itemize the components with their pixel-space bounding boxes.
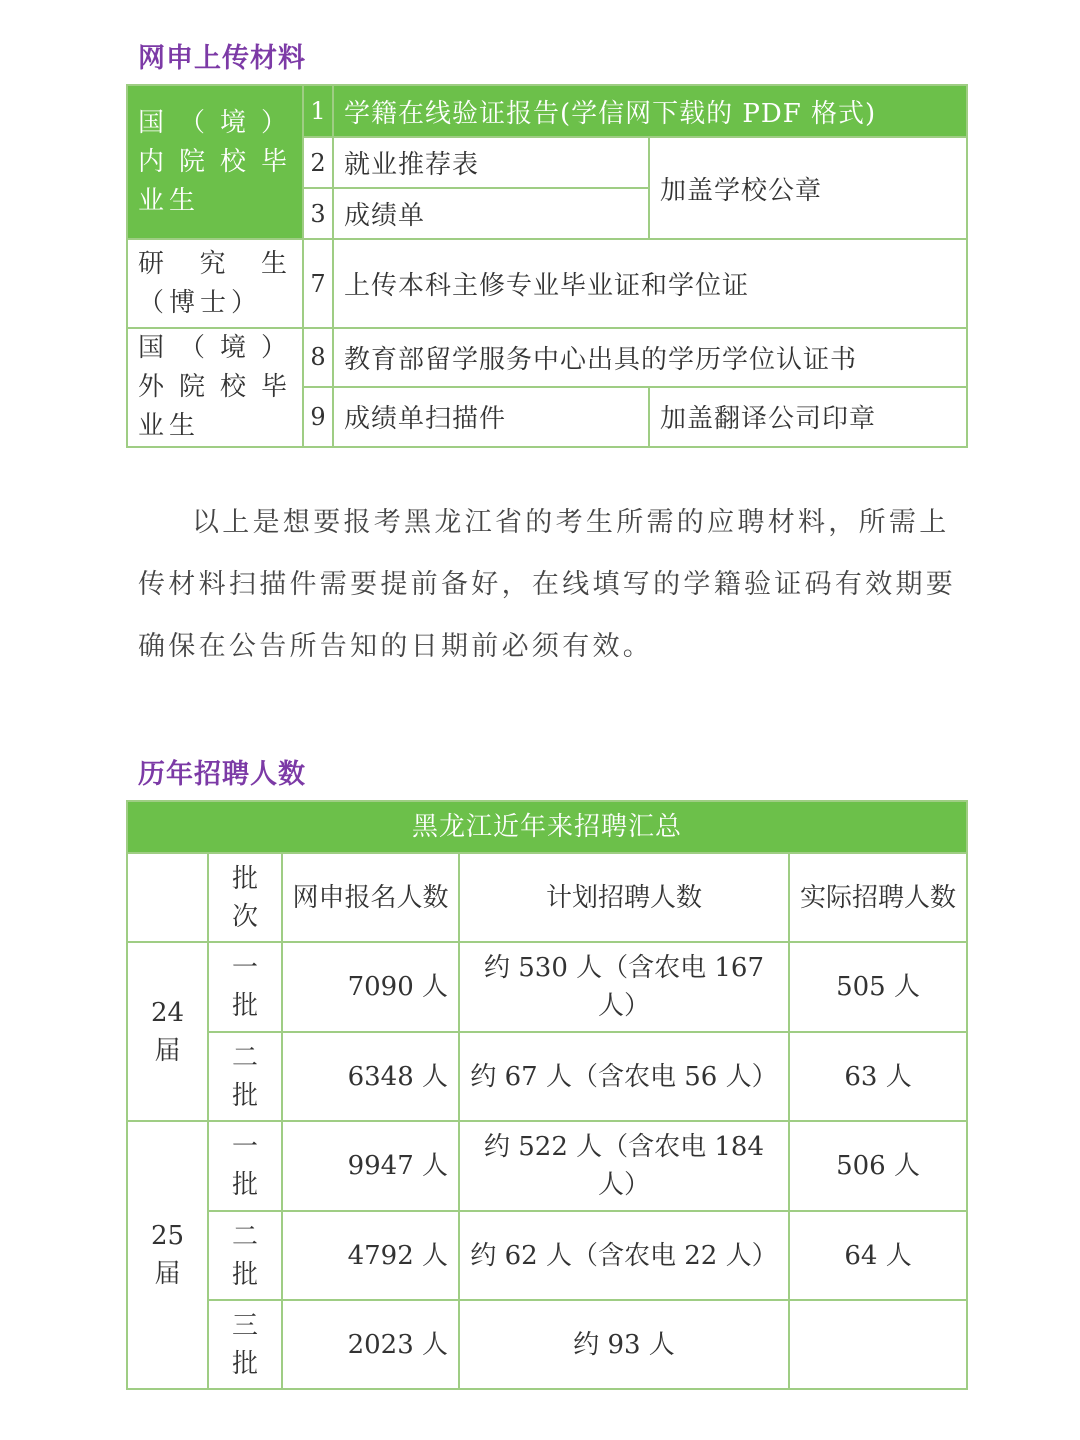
actual-cell: 505 人: [789, 942, 967, 1032]
note-school-seal: 加盖学校公章: [649, 137, 967, 239]
table-caption: 黑龙江近年来招聘汇总: [127, 801, 967, 853]
header-planned: 计划招聘人数: [459, 853, 789, 942]
item-number: 2: [303, 137, 333, 188]
item-degree-certification: 教育部留学服务中心出具的学历学位认证书: [333, 328, 967, 387]
item-diploma-and-degree: 上传本科主修专业毕业证和学位证: [333, 239, 967, 328]
table-row: [127, 239, 967, 328]
table-header-row: [127, 853, 967, 942]
item-employment-recommendation: 就业推荐表: [333, 137, 649, 188]
materials-note-paragraph: 以上是想要报考黑龙江省的考生所需的应聘材料，所需上传材料扫描件需要提前备好，在线填写的学籍验证码有效期要确保在公告所告知的日期前必须有效。: [138, 507, 957, 662]
year-cell-24: 24届: [127, 942, 208, 1121]
category-overseas-graduates: 国（境）外院校毕业生: [127, 328, 303, 447]
table-row: [127, 328, 967, 387]
table-row: [127, 1300, 967, 1389]
header-batch: 批次: [208, 853, 282, 942]
batch-cell: 一批: [208, 1121, 282, 1211]
category-postgraduate: 研究生（博士）: [127, 239, 303, 328]
item-number: 1: [303, 85, 333, 137]
planned-cell: 约 93 人: [459, 1300, 789, 1389]
applicants-cell: 2023 人: [282, 1300, 459, 1389]
header-actual: 实际招聘人数: [789, 853, 967, 942]
item-transcript-verification-report: 学籍在线验证报告(学信网下载的 PDF 格式): [333, 85, 967, 137]
item-number: 9: [303, 387, 333, 447]
batch-cell: 二批: [208, 1211, 282, 1300]
header-blank: [127, 853, 208, 942]
note-translation-seal: 加盖翻译公司印章: [649, 387, 967, 447]
planned-cell: 约 530 人（含农电 167 人）: [459, 942, 789, 1032]
table-row: [127, 85, 967, 137]
applicants-cell: 4792 人: [282, 1211, 459, 1300]
planned-cell: 约 67 人（含农电 56 人）: [459, 1032, 789, 1121]
recruitment-summary-table: [126, 800, 968, 1390]
actual-cell: 63 人: [789, 1032, 967, 1121]
upload-section-title: 网申上传材料: [138, 43, 306, 74]
table-row: [127, 1211, 967, 1300]
actual-cell: [789, 1300, 967, 1389]
table-row: [127, 1121, 967, 1211]
upload-materials-table: [126, 84, 968, 448]
applicants-cell: 6348 人: [282, 1032, 459, 1121]
item-number: 3: [303, 188, 333, 239]
item-number: 7: [303, 239, 333, 328]
item-number: 8: [303, 328, 333, 387]
category-domestic-graduates: 国（境）内院校毕业生: [127, 85, 303, 239]
item-transcript: 成绩单: [333, 188, 649, 239]
planned-cell: 约 522 人（含农电 184 人）: [459, 1121, 789, 1211]
header-applicants: 网申报名人数: [282, 853, 459, 942]
recruit-section-title: 历年招聘人数: [138, 759, 306, 790]
table-caption-row: [127, 801, 967, 853]
item-transcript-scan: 成绩单扫描件: [333, 387, 649, 447]
actual-cell: 506 人: [789, 1121, 967, 1211]
year-cell-25: 25届: [127, 1121, 208, 1389]
table-row: [127, 942, 967, 1032]
batch-cell: 三批: [208, 1300, 282, 1389]
actual-cell: 64 人: [789, 1211, 967, 1300]
batch-cell: 二批: [208, 1032, 282, 1121]
planned-cell: 约 62 人（含农电 22 人）: [459, 1211, 789, 1300]
table-row: [127, 1032, 967, 1121]
applicants-cell: 7090 人: [282, 942, 459, 1032]
applicants-cell: 9947 人: [282, 1121, 459, 1211]
batch-cell: 一批: [208, 942, 282, 1032]
